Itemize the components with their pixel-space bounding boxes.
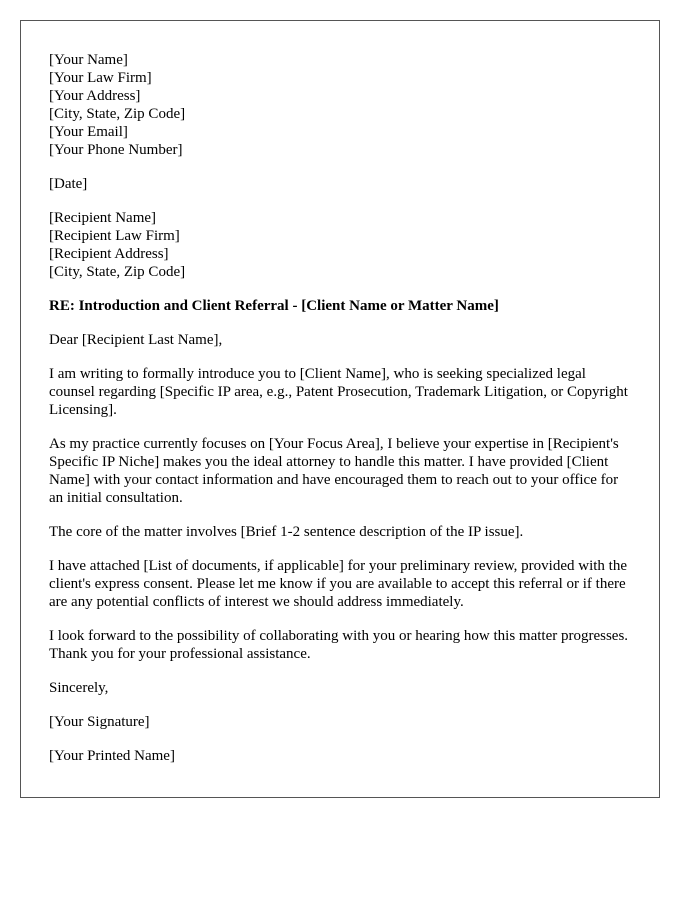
letter-date: [Date] — [49, 176, 88, 192]
sender-address: [Your Address] — [49, 88, 141, 104]
recipient-city: [City, State, Zip Code] — [49, 264, 186, 280]
sender-email: [Your Email] — [49, 124, 128, 140]
sender-name: [Your Name] — [49, 52, 128, 68]
body-paragraph-3: The core of the matter involves [Brief 1-2 sentence description of the IP issue]. — [49, 524, 524, 540]
subject-line: RE: Introduction and Client Referral - [Client Name or Matter Name] — [49, 298, 499, 314]
sender-phone: [Your Phone Number] — [49, 142, 183, 158]
body-paragraph-2: As my practice currently focuses on [Your Focus Area], I believe your expertise in [Recipient's Specific IP Niche] makes you the ideal attorney to handle this matter. I have provided [Client Name] with your contact information and have encouraged them to reach out to your office for an initial consultation. — [49, 436, 619, 506]
signature: [Your Signature] — [49, 714, 150, 730]
sender-city: [City, State, Zip Code] — [49, 106, 186, 122]
recipient-block — [49, 209, 631, 281]
letter-page — [20, 20, 660, 798]
body-paragraph-5: I look forward to the possibility of collaborating with you or hearing how this matter progresses. Thank you for your professional assistance. — [49, 628, 629, 662]
sender-block — [49, 51, 631, 159]
recipient-name: [Recipient Name] — [49, 210, 157, 226]
body-paragraph-4: I have attached [List of documents, if applicable] for your preliminary review, provided with the client's express consent. Please let me know if you are available to accept this referral or if there are any potential conflicts of interest we should address immediately. — [49, 558, 627, 610]
sender-firm: [Your Law Firm] — [49, 70, 152, 86]
printed-name: [Your Printed Name] — [49, 748, 175, 764]
closing: Sincerely, — [49, 680, 109, 696]
recipient-address: [Recipient Address] — [49, 246, 169, 262]
salutation: Dear [Recipient Last Name], — [49, 332, 223, 348]
date-block — [49, 175, 631, 193]
recipient-firm: [Recipient Law Firm] — [49, 228, 180, 244]
body-paragraph-1: I am writing to formally introduce you to [Client Name], who is seeking specialized legal counsel regarding [Specific IP area, e.g., Patent Prosecution, Trademark Litigation, or Copyright Licensing]. — [49, 366, 628, 418]
